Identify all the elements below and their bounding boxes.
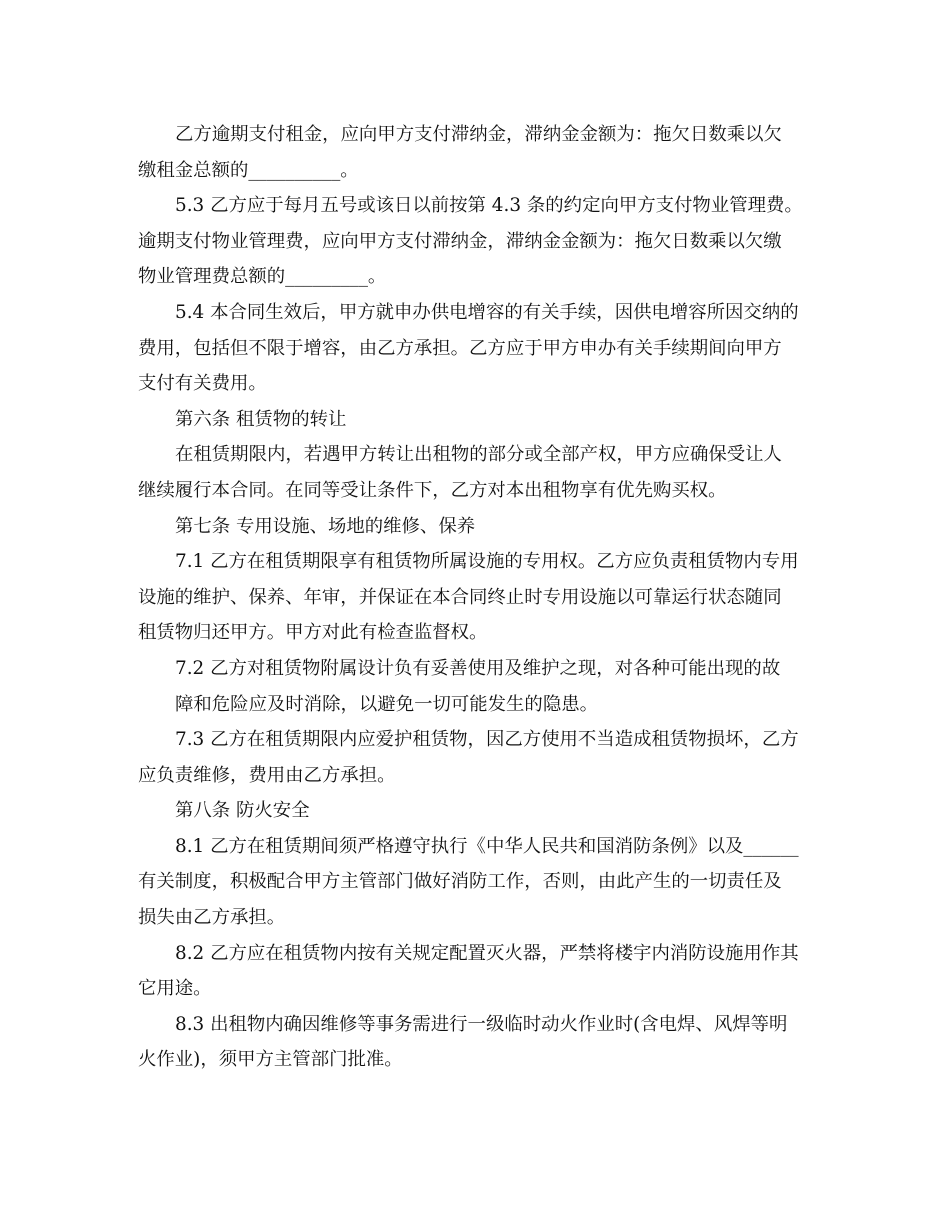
text-line: 7.1 乙方在租赁期限享有租赁物所属设施的专用权。乙方应负责租赁物内专用 (175, 551, 799, 573)
text-line: 5.4 本合同生效后，甲方就申办供电增容的有关手续，因供电增容所因交纳的 (175, 301, 799, 323)
text-line: 逾期支付物业管理费，应向甲方支付滞纳金，滞纳金金额为：拖欠日数乘以欠缴 (138, 230, 782, 252)
text-line: 障和危险应及时消除，以避免一切可能发生的隐患。 (175, 693, 598, 715)
text-line: 在租赁期限内，若遇甲方转让出租物的部分或全部产权，甲方应确保受让人 (175, 444, 782, 466)
text-line: 损失由乙方承担。 (138, 907, 286, 929)
text-line: 火作业)，须甲方主管部门批准。 (138, 1049, 403, 1071)
text-line: 物业管理费总额的_________。 (138, 266, 387, 288)
text-line: 8.1 乙方在租赁期间须严格遵守执行《中华人民共和国消防条例》以及______ (175, 835, 799, 857)
text-line: 7.3 乙方在租赁期限内应爱护租赁物，因乙方使用不当造成租赁物损坏，乙方 (175, 729, 799, 751)
text-line: 乙方逾期支付租金，应向甲方支付滞纳金，滞纳金金额为：拖欠日数乘以欠 (175, 124, 782, 145)
text-line: 5.3 乙方应于每月五号或该日以前按第 4.3 条的约定向甲方支付物业管理费。 (175, 195, 803, 217)
section-heading: 第八条 防火安全 (175, 800, 310, 822)
text-line: 有关制度，积极配合甲方主管部门做好消防工作，否则，由此产生的一切责任及 (138, 871, 782, 893)
text-line: 8.3 出租物内确因维修等事务需进行一级临时动火作业时(含电焊、风焊等明 (175, 1013, 788, 1035)
text-line: 7.2 乙方对租赁物附属设计负有妥善使用及维护之现，对各种可能出现的故 (175, 657, 781, 679)
section-heading: 第六条 租赁物的转让 (175, 408, 347, 430)
text-line: 缴租金总额的__________。 (138, 159, 359, 181)
text-line: 应负责维修，费用由乙方承担。 (138, 764, 396, 786)
text-line: 费用，包括但不限于增容，由乙方承担。乙方应于甲方申办有关手续期间向甲方 (138, 337, 782, 359)
text-line: 8.2 乙方应在租赁物内按有关规定配置灭火器，严禁将楼宇内消防设施用作其 (175, 942, 799, 964)
text-line: 租赁物归还甲方。甲方对此有检查监督权。 (138, 622, 488, 644)
text-line: 支付有关费用。 (138, 373, 267, 395)
text-line: 设施的维护、保养、年审，并保证在本合同终止时专用设施以可靠运行状态随同 (138, 586, 782, 608)
section-heading: 第七条 专用设施、场地的维修、保养 (175, 515, 476, 537)
text-line: 它用途。 (138, 978, 212, 1000)
text-line: 继续履行本合同。在同等受让条件下，乙方对本出租物享有优先购买权。 (138, 479, 727, 501)
document-body (138, 117, 808, 1078)
